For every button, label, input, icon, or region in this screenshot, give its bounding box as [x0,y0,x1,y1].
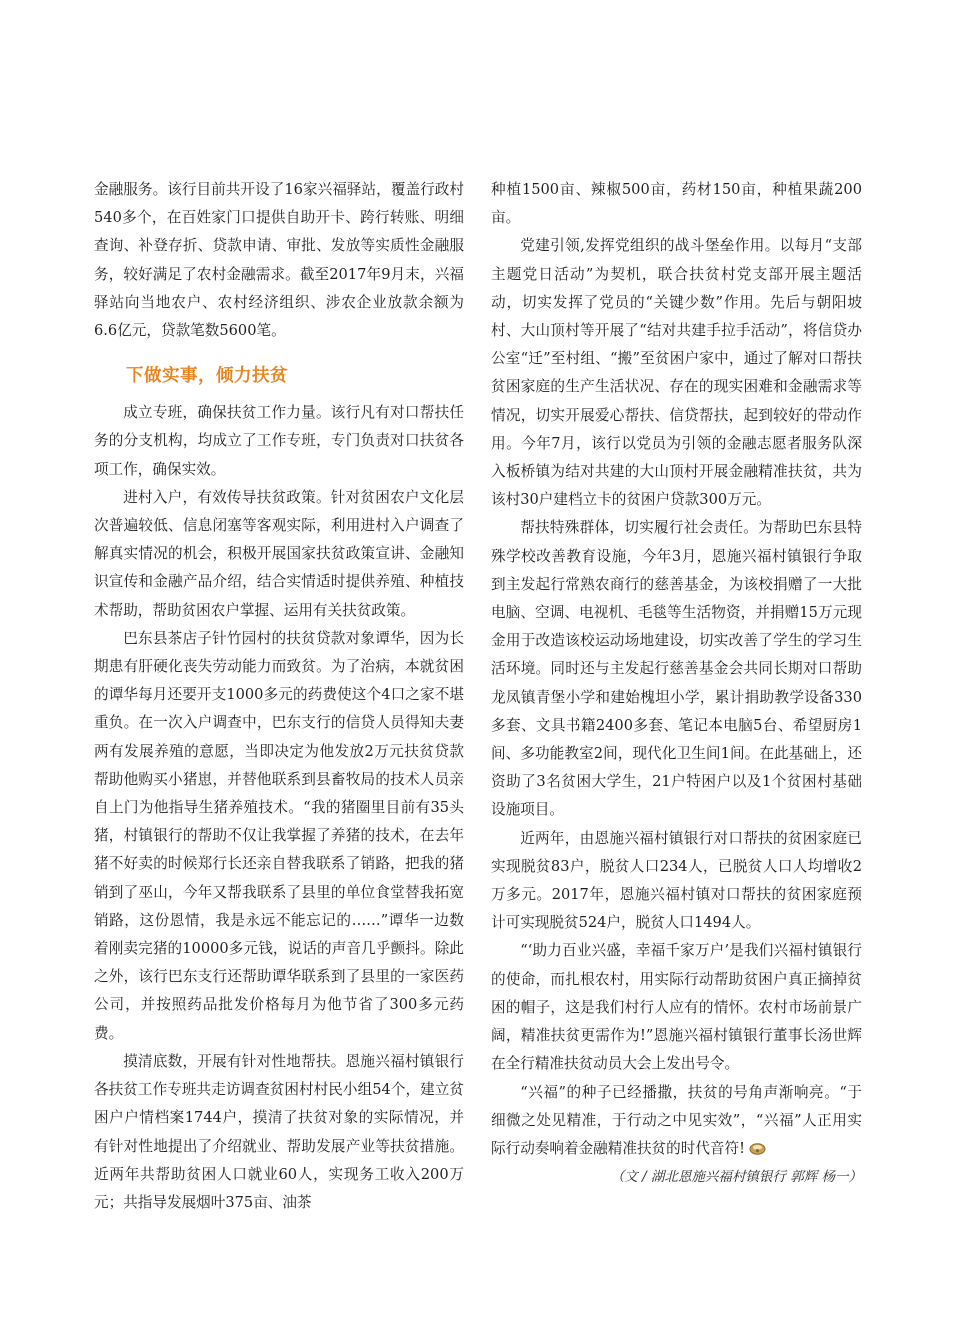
right-column [491,176,862,1191]
paragraph: 进村入户，有效传导扶贫政策。针对贫困农户文化层次普遍较低、信息闭塞等客观实际，利用进村入户调查了解真实情况的机会，积极开展国家扶贫政策宣讲、金融知识宣传和金融产品介绍，结合实情适时提供养殖、种植技术帮助，帮助贫困农户掌握、运用有关扶贫政策。 [94,488,464,619]
paragraph: 种植1500亩、辣椒500亩，药材150亩，种植果蔬200亩。 [491,181,862,227]
paragraph: 党建引领,发挥党组织的战斗堡垒作用。以每月“支部主题党日活动”为契机，联合扶贫村党支部开展主题活动，切实发挥了党员的“关键少数”作用。先后与朝阳坡村、大山顶村等开展了“结对共建手拉手活动”，将信贷办公室“迁”至村组、“搬”至贫困户家中，通过了解对口帮扶贫困家庭的生产生活状况、存在的现实困难和金融需求等情况，切实开展爱心帮扶、信贷帮扶，起到较好的带动作用。今年7月，该行以党员为引领的金融志愿者服务队深入板桥镇为结对共建的大山顶村开展金融精准扶贫，共为该村30户建档立卡的贫困户贷款300万元。 [491,237,862,509]
left-column [94,176,464,1217]
end-mark-icon [749,1141,766,1155]
closing-paragraph [491,1079,862,1164]
section-heading: 下做实事，倾力扶贫 [126,366,288,387]
paragraph: 成立专班，确保扶贫工作力量。该行凡有对口帮扶任务的分支机构，均成立了工作专班，专门负责对口扶贫各项工作，确保实效。 [94,404,464,478]
paragraph: 摸清底数，开展有针对性地帮扶。恩施兴福村镇银行各扶贫工作专班共走访调查贫困村村民小组54个，建立贫困户户情档案1744户，摸清了扶贫对象的实际情况，并有针对性地提出了介绍就业、帮助发展产业等扶贫措施。近两年共帮助贫困人口就业60人，实现务工收入200万元；共指导发展烟叶375亩、油茶 [94,1052,464,1211]
paragraph: 金融服务。该行目前共开设了16家兴福驿站，覆盖行政村540多个，在百姓家门口提供自助开卡、跨行转账、明细查询、补登存折、贷款申请、审批、发放等实质性金融服务，较好满足了农村金融需求。截至2017年9月末，兴福驿站向当地农户、农村经济组织、涉农企业放款余额为6.6亿元，贷款笔数5600笔。 [94,181,464,340]
paragraph: 巴东县茶店子针竹园村的扶贫贷款对象谭华，因为长期患有肝硬化丧失劳动能力而致贫。为了治病，本就贫困的谭华每月还要开支1000多元的药费使这个4口之家不堪重负。在一次入户调查中，巴东支行的信贷人员得知夫妻两有发展养殖的意愿，当即决定为他发放2万元扶贫贷款帮助他购买小猪崽，并替他联系到县畜牧局的技术人员亲自上门为他指导生猪养殖技术。“我的猪圈里目前有35头猪，村镇银行的帮助不仅让我掌握了养猪的技术，在去年猪不好卖的时候郑行长还亲自替我联系了销路，把我的猪销到了巫山，今年又帮我联系了县里的单位食堂替我拓宽销路，这份恩情，我是永远不能忘记的……”谭华一边数着刚卖完猪的10000多元钱，说话的声音几乎颤抖。除此之外，该行巴东支行还帮助谭华联系到了县里的一家医药公司，并按照药品批发价格每月为他节省了300多元药费。 [94,629,464,1042]
paragraph: 近两年，由恩施兴福村镇银行对口帮扶的贫困家庭已实现脱贫83户，脱贫人口234人，已脱贫人口人均增收2万多元。2017年，恩施兴福村镇对口帮扶的贫困家庭预计可实现脱贫524户，脱贫人口1494人。 [491,829,862,932]
paragraph: “‘助力百业兴盛，幸福千家万户’是我们兴福村镇银行的使命，而扎根农村，用实际行动帮助贫困户真正摘掉贫困的帽子，这是我们村行人应有的情怀。农村市场前景广阔，精准扶贫更需作为!”恩施兴福村镇银行董事长汤世辉在全行精准扶贫动员大会上发出号令。 [491,942,862,1073]
closing-text: “兴福”的种子已经播撒，扶贫的号角声渐响亮。“于细微之处见精准，于行动之中见实效”，“兴福”人正用实际行动奏响着金融精准扶贫的时代音符! [491,1083,862,1157]
paragraph: 帮扶特殊群体，切实履行社会责任。为帮助巴东县特殊学校改善教育设施，今年3月，恩施兴福村镇银行争取到主发起行常熟农商行的慈善基金，为该校捐赠了一大批电脑、空调、电视机、毛毯等生活物资，并捐赠15万元现金用于改造该校运动场地建设，切实改善了学生的学习生活环境。同时还与主发起行慈善基金会共同长期对口帮助龙凤镇青堡小学和建始槐坦小学，累计捐助教学设备330多套、文具书籍2400多套、笔记本电脑5台、希望厨房1间、多功能教室2间，现代化卫生间1间。在此基础上，还资助了3名贫困大学生，21户特困户以及1个贫困村基础设施项目。 [491,519,862,819]
byline: （文 / 湖北恩施兴福村镇银行 郭辉 杨一） [610,1169,862,1186]
